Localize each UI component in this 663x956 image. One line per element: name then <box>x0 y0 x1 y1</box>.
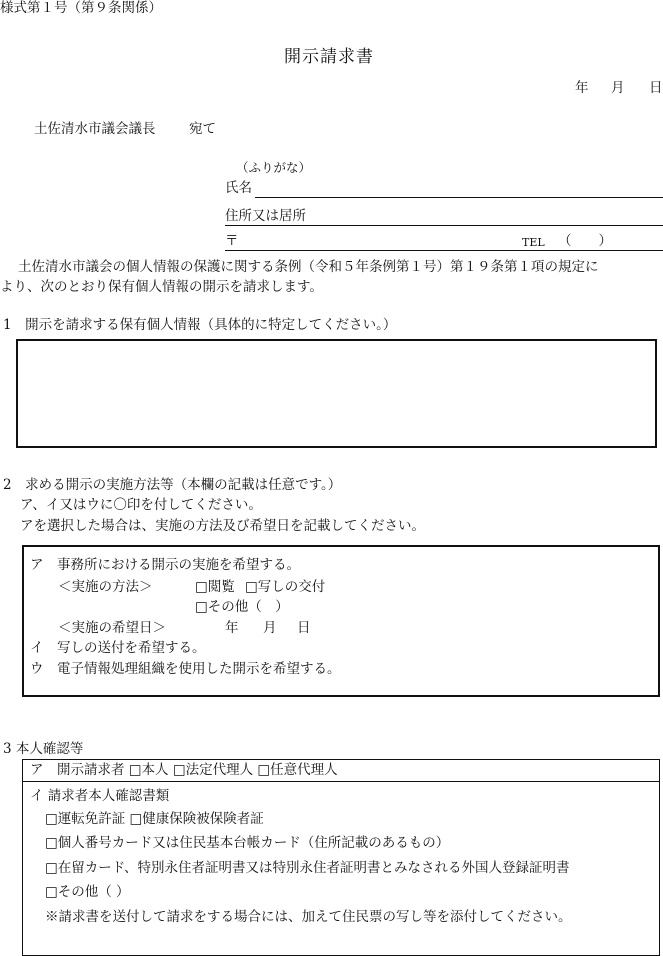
option-u-label[interactable]: ウ 電子情報処理組織を使用した開示を希望する。 <box>30 661 341 677</box>
postal-mark: 〒 <box>225 233 239 249</box>
checkbox-view[interactable]: □閲覧 <box>195 579 235 595</box>
postal-tel-field[interactable] <box>225 250 663 251</box>
personal-info-input[interactable] <box>16 339 657 448</box>
checkbox-other[interactable]: □その他（ ） <box>195 599 289 615</box>
preferred-date-label: ＜実施の希望日＞ <box>58 620 166 636</box>
section3-heading: 3 本人確認等 <box>3 741 84 757</box>
section2-note1: ア、イ又はウに〇印を付してください。 <box>20 497 262 513</box>
form-number: 様式第１号（第９条関係） <box>0 0 162 16</box>
id-docs-note: ※請求書を送付して請求をする場合には、加えて住民票の写し等を添付してください。 <box>45 909 572 925</box>
preferred-date-day: 日 <box>297 620 311 636</box>
option-i-label[interactable]: イ 写しの送付を希望する。 <box>30 640 206 656</box>
furigana-label: （ふりがな） <box>236 160 312 175</box>
date-day: 日 <box>649 80 663 96</box>
identity-divider <box>22 781 660 782</box>
section2-heading: 2 求める開示の実施方法等（本欄の記載は任意です。） <box>3 477 342 493</box>
address-label: 住所又は居所 <box>225 208 306 224</box>
tel-label: TEL <box>522 236 545 249</box>
addressee-name: 土佐清水市議会議長 <box>34 121 156 137</box>
tel-parens: （ ） <box>558 233 612 249</box>
id-doc-3[interactable]: □在留カード、特別永住者証明書又は特別永住者証明書とみなされる外国人登録証明書 <box>45 860 570 876</box>
preferred-date-year: 年 <box>225 620 239 636</box>
date-month: 月 <box>611 80 625 96</box>
section1-heading: 1 開示を請求する保有個人情報（具体的に特定してください。） <box>3 317 397 333</box>
requester-type-row[interactable]: ア 開示請求者 □本人 □法定代理人 □任意代理人 <box>30 762 338 778</box>
id-docs-heading: イ 請求者本人確認書類 <box>30 788 170 804</box>
preferred-date-month: 月 <box>263 620 277 636</box>
id-doc-2[interactable]: □個人番号カード又は住民基本台帳カード（住所記載のあるもの） <box>45 835 450 851</box>
date-year: 年 <box>575 80 589 96</box>
name-field[interactable] <box>255 197 663 198</box>
method-label: ＜実施の方法＞ <box>58 579 153 595</box>
id-doc-1[interactable]: □運転免許証 □健康保険被保険者証 <box>45 811 264 827</box>
id-doc-4[interactable]: □その他（ ） <box>45 884 130 900</box>
checkbox-copy[interactable]: □写しの交付 <box>245 579 326 595</box>
address-field[interactable] <box>225 225 663 226</box>
name-label: 氏名 <box>225 180 252 196</box>
addressee-suffix: 宛て <box>189 121 216 137</box>
option-a-label[interactable]: ア 事務所における開示の実施を希望する。 <box>30 557 300 573</box>
section2-note2: アを選択した場合は、実施の方法及び希望日を記載してください。 <box>20 518 425 534</box>
intro-line2: より、次のとおり保有個人情報の開示を請求します。 <box>0 279 323 295</box>
intro-line1: 土佐清水市議会の個人情報の保護に関する条例（令和５年条例第１号）第１９条第１項の規定に <box>18 259 599 275</box>
page-title: 開示請求書 <box>284 47 374 67</box>
